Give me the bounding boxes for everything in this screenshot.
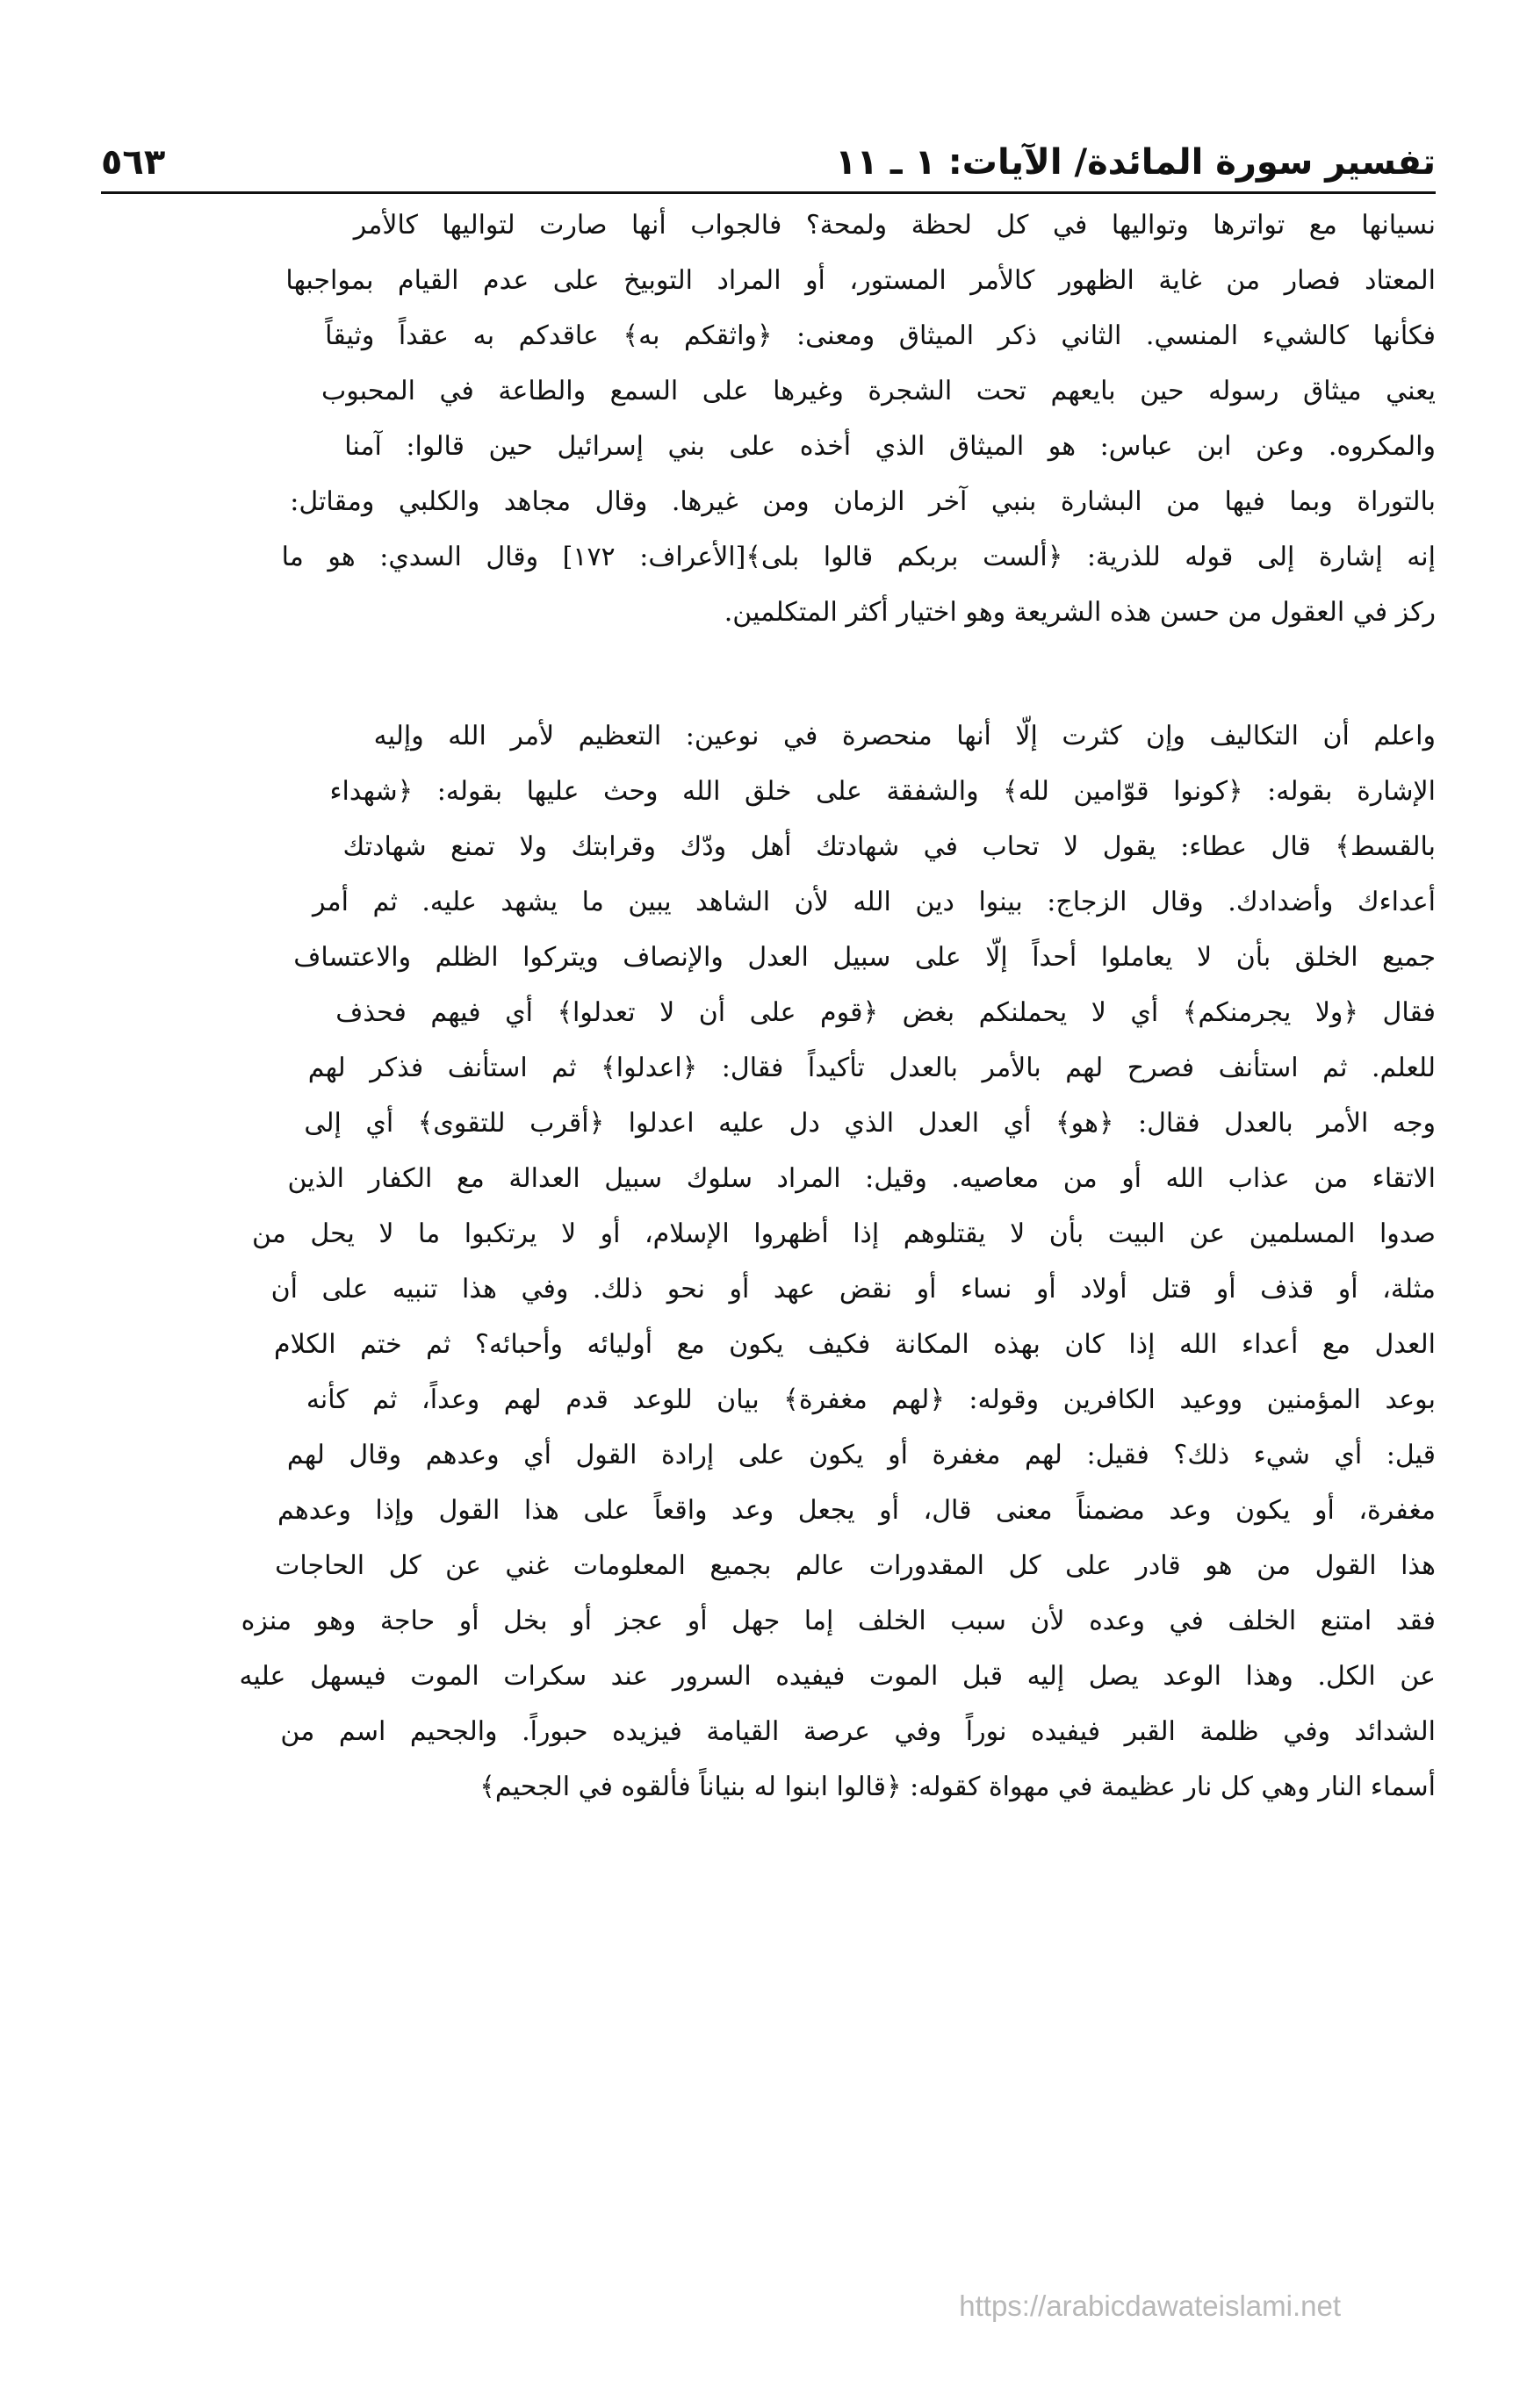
header-rule <box>101 191 1436 194</box>
text-line: واعلم أن التكاليف وإن كثرت إلّا أنها منحصرة في نوعين: التعظيم لأمر الله وإليه <box>373 721 1436 751</box>
watermark-url: https://arabicdawateislami.net <box>959 2289 1341 2322</box>
text-line: مغفرة، أو يكون وعد مضمناً معنى قال، أو يجعل وعد واقعاً على هذا القول وإذا وعدهم <box>277 1495 1436 1526</box>
text-line: وجه الأمر بالعدل فقال: ﴿هو﴾ أي العدل الذي دل عليه اعدلوا ﴿أقرب للتقوى﴾ أي إلى <box>304 1108 1436 1139</box>
text-line: نسيانها مع تواترها وتواليها في كل لحظة ولمحة؟ فالجواب أنها صارت لتواليها كالأمر <box>353 210 1436 241</box>
text-line: إنه إشارة إلى قوله للذرية: ﴿ألست بربكم قالوا بلى﴾[الأعراف: ١٧٢] وقال السدي: هو ما <box>281 542 1436 572</box>
paragraph-gap <box>101 640 1436 708</box>
paragraph-1 <box>101 198 1436 640</box>
text-line: صدوا المسلمين عن البيت بأن لا يقتلوهم إذا أظهروا الإسلام، أو لا يرتكبوا ما لا يحل من <box>251 1218 1436 1249</box>
text-line: المعتاد فصار من غاية الظهور كالأمر المستور، أو المراد التوبيخ على عدم القيام بمواجبها <box>285 265 1436 296</box>
page-number: ٥٦٣ <box>101 142 166 183</box>
text-line: بوعد المؤمنين ووعيد الكافرين وقوله: ﴿لهم مغفرة﴾ بيان للوعد قدم لهم وعداً، ثم كأنه <box>306 1384 1436 1415</box>
text-line: قيل: أي شيء ذلك؟ فقيل: لهم مغفرة أو يكون على إرادة القول أي وعدهم وقال لهم <box>286 1440 1436 1470</box>
text-line: فقال ﴿ولا يجرمنكم﴾ أي لا يحملنكم بغض ﴿قوم على أن لا تعدلوا﴾ أي فيهم فحذف <box>335 997 1436 1028</box>
text-line: الشدائد وفي ظلمة القبر فيفيده نوراً وفي عرصة القيامة فيزيده حبوراً. والجحيم اسم من <box>280 1716 1436 1747</box>
text-line: بالقسط﴾ قال عطاء: يقول لا تحاب في شهادتك أهل ودّك وقرابتك ولا تمنع شهادتك <box>342 831 1436 862</box>
text-line: فكأنها كالشيء المنسي. الثاني ذكر الميثاق ومعنى: ﴿واثقكم به﴾ عاقدكم به عقداً وثيقاً <box>325 320 1436 351</box>
body-text <box>101 198 1436 1815</box>
text-line: عن الكل. وهذا الوعد يصل إليه قبل الموت فيفيده السرور عند سكرات الموت فيسهل عليه <box>239 1661 1436 1692</box>
text-line: مثلة، أو قذف أو قتل أولاد أو نساء أو نقض عهد أو نحو ذلك. وفي هذا تنبيه على أن <box>270 1274 1436 1305</box>
page-header <box>101 132 1436 198</box>
text-line: ركز في العقول من حسن هذه الشريعة وهو اختيار أكثر المتكلمين. <box>724 597 1436 628</box>
text-line: للعلم. ثم استأنف فصرح لهم بالأمر بالعدل تأكيداً فقال: ﴿اعدلوا﴾ ثم استأنف فذكر لهم <box>307 1053 1436 1083</box>
paragraph-2 <box>101 708 1436 1815</box>
text-line: الإشارة بقوله: ﴿كونوا قوّامين لله﴾ والشفقة على خلق الله وحث عليها بقوله: ﴿شهداء <box>329 776 1436 807</box>
text-line: والمكروه. وعن ابن عباس: هو الميثاق الذي أخذه على بني إسرائيل حين قالوا: آمنا <box>344 431 1436 462</box>
text-line: هذا القول من هو قادر على كل المقدورات عالم بجميع المعلومات غني عن كل الحاجات <box>275 1550 1436 1581</box>
text-line: بالتوراة وبما فيها من البشارة بنبي آخر الزمان ومن غيرها. وقال مجاهد والكلبي ومقاتل: <box>290 486 1436 517</box>
text-line: أعداءك وأضدادك. وقال الزجاج: بينوا دين الله لأن الشاهد يبين ما يشهد عليه. ثم أمر <box>313 887 1436 917</box>
text-line: جميع الخلق بأن لا يعاملوا أحداً إلّا على سبيل العدل والإنصاف ويتركوا الظلم والاعتساف <box>293 942 1436 973</box>
text-line: أسماء النار وهي كل نار عظيمة في مهواة كقوله: ﴿قالوا ابنوا له بنياناً فألقوه في الجحيم﴾ <box>479 1772 1436 1802</box>
running-title: تفسير سورة المائدة/ الآيات: ١ ـ ١١ <box>835 142 1436 183</box>
text-line: يعني ميثاق رسوله حين بايعهم تحت الشجرة وغيرها على السمع والطاعة في المحبوب <box>321 376 1436 406</box>
text-line: العدل مع أعداء الله إذا كان بهذه المكانة فكيف يكون مع أوليائه وأحبائه؟ ثم ختم الكلام <box>274 1329 1436 1360</box>
text-line: فقد امتنع الخلف في وعده لأن سبب الخلف إما جهل أو عجز أو بخل أو حاجة وهو منزه <box>241 1606 1436 1636</box>
text-line: الاتقاء من عذاب الله أو من معاصيه. وقيل: المراد سلوك سبيل العدالة مع الكفار الذين <box>287 1163 1436 1194</box>
